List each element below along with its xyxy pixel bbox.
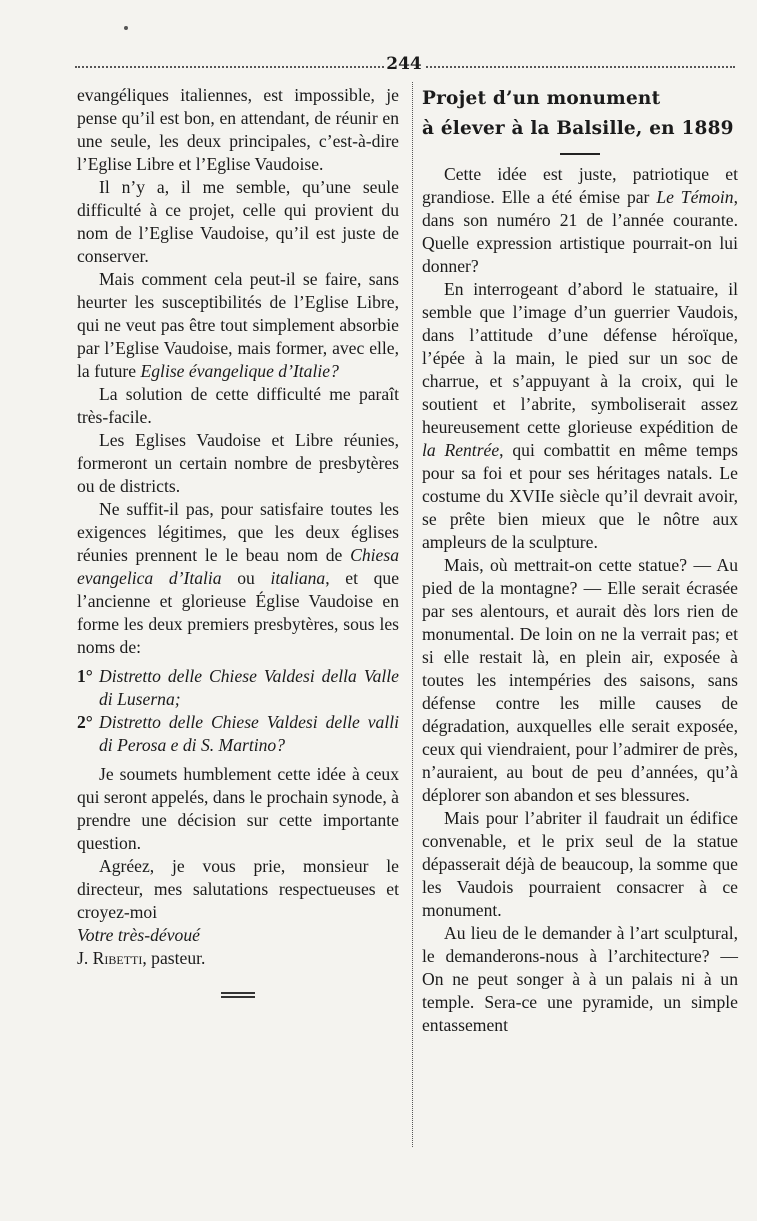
left-paragraph-4: La solution de cette difficulté me paraît très-facile.: [77, 384, 399, 427]
right-paragraph-2-italic: la Rentrée: [422, 440, 500, 460]
left-paragraph-3: [77, 268, 399, 383]
right-paragraph-2-text-a: En interrogeant d’abord le statuaire, il semble que l’image d’un guerrier Vaudois, dans l’attitude d’une défense héroïque, l’épée à la main, le pied sur un soc de charrue, et s’appuyant à la croix, qui le soutient et l’abrite, symboliserait assez heureusement cette glorieuse expédition de: [422, 279, 738, 437]
title-rule: [560, 153, 600, 155]
right-column: [422, 84, 738, 1037]
left-paragraph-6-italic-b: italiana: [270, 568, 326, 588]
right-paragraph-1-text-a: Cette idée est juste, patriotique et grandiose. Elle a été émise par: [422, 164, 738, 207]
left-paragraph-6-text-c: , et que l’ancienne et glorieuse Église Vaudoise en forme les deux premiers presbytères, sous les noms de:: [77, 568, 400, 657]
page-number: 244: [384, 54, 424, 74]
left-paragraph-6-text-b: ou: [221, 568, 271, 588]
left-paragraph-6: [77, 498, 399, 659]
right-paragraph-3: Mais, où mettrait-on cette statue? — Au pied de la montagne? — Elle serait écrasée par ses alentours, et aurait dès lors rien de monumental. De loin on ne la verrait pas; et si elle restait là, en plein air, exposée à toutes les intempéries des saisons, sans défense contre les mille causes de dégradation, auxquelles elle serait exposée, ceux qui viendraient, pour l’admirer de près, n’auraient, au bout de peu d’années, qu’à déplorer son abandon et ses blessures.: [422, 555, 738, 805]
left-paragraph-5: Les Eglises Vaudoise et Libre réunies, formeront un certain nombre de presbytères ou de districts.: [77, 430, 399, 496]
signature-title: , pasteur.: [142, 948, 206, 968]
article-title-line-1: Projet d’un monument: [422, 88, 661, 109]
article-title-line-2: à élever à la Balsille, en 1889: [422, 118, 734, 139]
right-paragraph-1-italic: Le Témoin: [656, 187, 734, 207]
right-paragraph-4: Mais pour l’abriter il faudrait un édifice convenable, et le prix seul de la statue dépasserait déjà de beaucoup, la somme que les Vaudois pourraient consacrer à ce monument.: [422, 808, 738, 920]
district-text-1: Distretto delle Chiese Valdesi della Valle di Luserna;: [99, 666, 399, 709]
right-paragraph-5: Au lieu de le demander à l’art sculptural, le demanderons-nous à l’architecture? — On ne peut songer à à un palais ni à un temple. Sera-ce une pyramide, un simple entassement: [422, 923, 738, 1035]
signature-name: J. Ribetti: [77, 948, 143, 968]
right-paragraph-1: [422, 163, 738, 278]
district-item-2: [77, 711, 399, 757]
left-paragraph-8: Agréez, je vous prie, monsieur le directeur, mes salutations respectueuses et croyez-moi: [77, 856, 399, 922]
signature-name-line: [77, 947, 399, 970]
right-paragraph-2-text-b: , qui combattit en même temps pour sa foi et pour ses héritages natals. Le costume du XVIIe siècle qu’il devrait avoir, se prête bien mieux que le nôtre aux ampleurs de la sculpture.: [422, 440, 738, 552]
left-paragraph-6-italic-a: Chiesa evangelica d’Italia: [77, 545, 399, 588]
district-text-2: Distretto delle Chiese Valdesi delle valli di Perosa e di S. Martino?: [99, 712, 399, 755]
left-paragraph-2: Il n’y a, il me semble, qu’une seule difficulté à ce projet, celle qui provient du nom de l’Eglise Vaudoise, qu’il est juste de conserver.: [77, 177, 399, 266]
left-paragraph-7: Je soumets humblement cette idée à ceux qui seront appelés, dans le prochain synode, à prendre une décision sur cette importante question.: [77, 764, 399, 853]
district-item-1: [77, 665, 399, 711]
district-number-2: 2°: [77, 712, 93, 732]
signature-closing: Votre très-dévoué: [77, 925, 200, 945]
column-divider: [412, 82, 413, 1147]
left-paragraph-3-italic: Eglise évangelique d’Italie?: [140, 361, 339, 381]
right-paragraph-2: [422, 278, 738, 554]
right-paragraph-1-text-b: , dans son numéro 21 de l’année courante. Quelle expression artistique pourrait-on lui donner?: [422, 187, 738, 276]
ink-speck: [124, 26, 128, 30]
left-column: [77, 84, 399, 998]
left-paragraph-3-text: Mais comment cela peut-il se faire, sans heurter les susceptibilités de l’Eglise Libre, qui ne veut pas être tout simplement absorbie par l’Eglise Vaudoise, mais former, avec elle, la future: [77, 269, 399, 381]
left-paragraph-1: evangéliques italiennes, est impossible, je pense qu’il est bon, en attendant, de réunir en une seule, les deux principales, c’est-à-dire l’Eglise Libre et l’Eglise Vaudoise.: [77, 85, 399, 174]
district-number-1: 1°: [77, 666, 93, 686]
end-of-letter-mark: [221, 992, 255, 998]
left-paragraph-6-text-a: Ne suffit-il pas, pour satisfaire toutes les exigences légitimes, que les deux églises réunies prennent le le beau nom de: [77, 499, 399, 565]
